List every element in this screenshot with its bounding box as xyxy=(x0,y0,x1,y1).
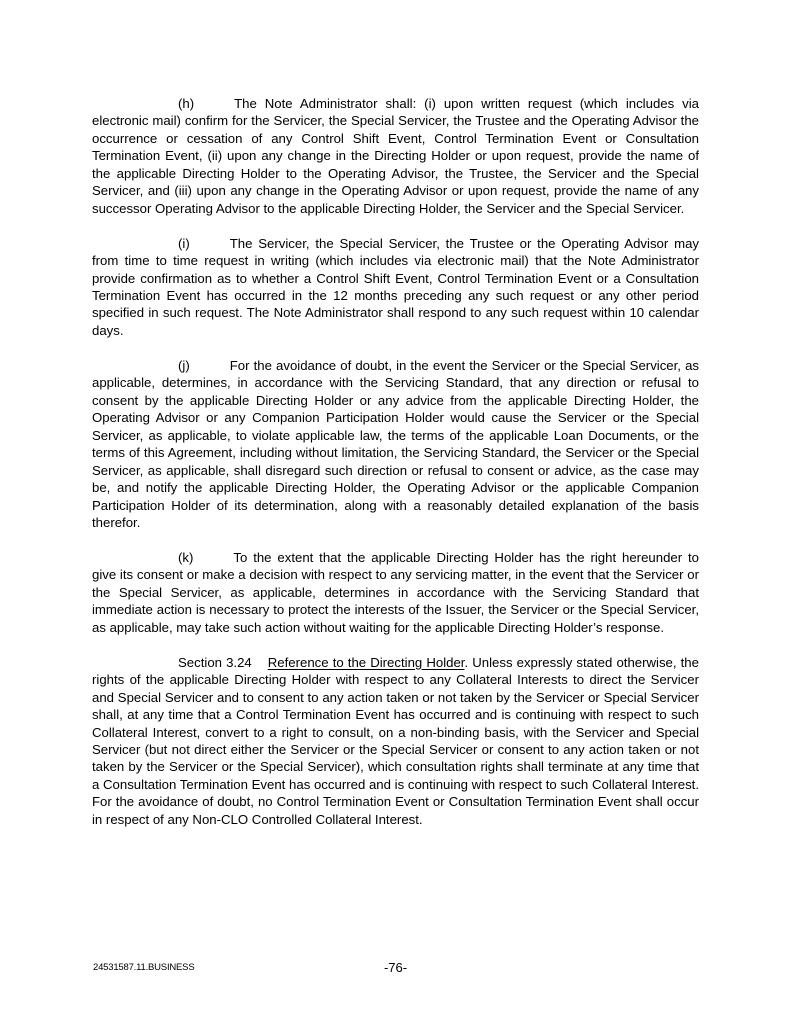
paragraph-h-label: (h) xyxy=(178,96,195,111)
section-number: Section 3.24 xyxy=(178,654,252,670)
section-body-text: . Unless expressly stated otherwise, the rights of the applicable Directing Holder with respect to any Collateral Interests to direct the Servicer and Special Servicer and to consent to any action taken or not taken by the Servicer or Special Servicer shall, at any time that a Control Termination Event has occurred and is continuing with respect to such Collateral Interest, convert to a right to consult, on a non-binding basis, with the Servicer and Special Servicer (but not direct either the Servicer or the Special Servicer or consent to any action taken or not taken by the Servicer or the Special Servicer), which consultation rights shall terminate at any time that a Consultation Termination Event has occurred and is continuing with respect to such Collateral Interest. For the avoidance of doubt, no Control Termination Event or Consultation Termination Event shall occur in respect of any Non-CLO Controlled Collateral Interest. xyxy=(92,654,699,827)
paragraph-h-text: The Note Administrator shall: (i) upon written request (which includes via electronic mail) confirm for the Servicer, the Special Servicer, the Trustee and the Operating Advisor the occurrence or cessation of any Control Shift Event, Control Termination Event or Consultation Termination Event, (ii) upon any change in the Directing Holder or upon request, provide the name of the applicable Directing Holder to the Operating Advisor, the Trustee, the Servicer and the Special Servicer, and (iii) upon any change in the Operating Advisor or upon request, provide the name of any successor Operating Advisor to the applicable Directing Holder, the Servicer and the Special Servicer. xyxy=(92,96,699,216)
paragraph-k xyxy=(92,549,699,636)
footer-page-number: -76- xyxy=(383,960,408,975)
section-title: Reference to the Directing Holder xyxy=(267,654,465,670)
document-body xyxy=(92,95,699,828)
paragraph-h xyxy=(92,95,699,217)
paragraph-i-text: The Servicer, the Special Servicer, the Trustee or the Operating Advisor may from time to time request in writing (which includes via electronic mail) that the Note Administrator provide confirmation as to whether a Control Shift Event, Control Termination Event or a Consultation Termination Event has occurred in the 12 months preceding any such request or any other period specified in such request. The Note Administrator shall respond to any such request within 10 calendar days. xyxy=(92,235,699,338)
paragraph-j-label: (j) xyxy=(178,357,190,373)
paragraph-j-text: For the avoidance of doubt, in the event the Servicer or the Special Servicer, as applicable, determines, in accordance with the Servicing Standard, that any direction or refusal to consent by the applicable Directing Holder or any advice from the applicable Directing Holder, the Operating Advisor or any Companion Participation Holder would cause the Servicer or the Special Servicer, as applicable, to violate applicable law, the terms of the applicable Loan Documents, or the terms of this Agreement, including without limitation, the Servicing Standard, the Servicer or the Special Servicer, as applicable, shall disregard such direction or refusal to consent or advice, as the case may be, and notify the applicable Directing Holder, the Operating Advisor or the applicable Companion Participation Holder of its determination, along with a reasonably detailed explanation of the basis therefor. xyxy=(92,357,699,530)
paragraph-j xyxy=(92,357,699,532)
paragraph-k-label: (k) xyxy=(178,549,194,565)
paragraph-i-label: (i) xyxy=(178,235,190,251)
paragraph-i xyxy=(92,235,699,340)
footer-document-id: 24531587.11.BUSINESS xyxy=(93,962,195,973)
section-3-24-paragraph xyxy=(92,654,699,829)
paragraph-k-text: To the extent that the applicable Directing Holder has the right hereunder to give its consent or make a decision with respect to any servicing matter, in the event that the Servicer or the Special Servicer, as applicable, determines in accordance with the Servicing Standard that immediate action is necessary to protect the interests of the Issuer, the Servicer or the Special Servicer, as applicable, may take such action without waiting for the applicable Directing Holder’s response. xyxy=(92,549,699,635)
